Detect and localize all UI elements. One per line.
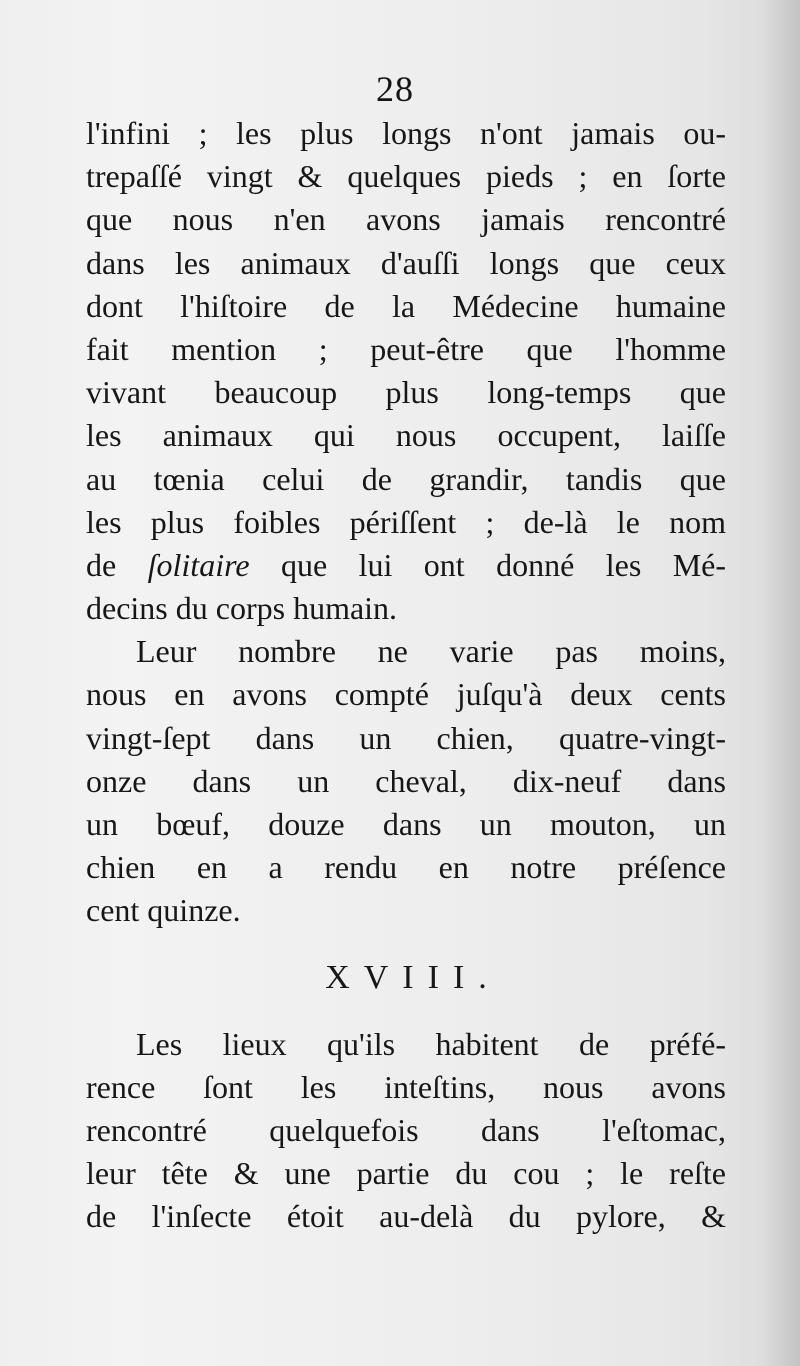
text-line: dont l'hiſtoire de la Médecine humaine bbox=[86, 287, 726, 324]
text-line: cent quinze. bbox=[86, 892, 241, 929]
text-line: de l'inſecte étoit au-delà du pylore, & bbox=[86, 1198, 726, 1235]
text-line: rence ſont les inteſtins, nous avons bbox=[86, 1068, 726, 1105]
text-block bbox=[86, 112, 726, 1239]
text-line: vivant beaucoup plus long-temps que bbox=[86, 374, 726, 411]
text-line: fait mention ; peut-être que l'homme bbox=[86, 330, 726, 367]
text-line: Les lieux qu'ils habitent de préfé- bbox=[136, 1025, 726, 1062]
italic-term: ſolitaire bbox=[147, 546, 250, 583]
text-line: onze dans un cheval, dix-neuf dans bbox=[86, 762, 726, 799]
text-line: vingt-ſept dans un chien, quatre-vingt- bbox=[86, 719, 726, 756]
text-line: les plus foibles périſſent ; de-là le nom bbox=[86, 503, 726, 540]
text-line: trepaſſé vingt & quelques pieds ; en ſorte bbox=[86, 158, 726, 195]
text-line-with-italic bbox=[86, 544, 726, 587]
text-line: que nous n'en avons jamais rencontré bbox=[86, 201, 726, 238]
page-number: 28 bbox=[376, 69, 414, 109]
text-line: les animaux qui nous occupent, laiſſe bbox=[86, 417, 726, 454]
text-line: rencontré quelquefois dans l'eſtomac, bbox=[86, 1111, 726, 1148]
spine-shadow bbox=[760, 0, 800, 1366]
text-line: dans les animaux d'auſſi longs que ceux bbox=[86, 244, 726, 281]
text-line: decins du corps humain. bbox=[86, 590, 398, 627]
text-fragment: que lui ont donné les Mé- bbox=[249, 546, 727, 583]
text-line: Leur nombre ne varie pas moins, bbox=[136, 633, 726, 670]
text-line: nous en avons compté juſqu'à deux cents bbox=[86, 676, 726, 713]
text-line: leur tête & une partie du cou ; le reſte bbox=[86, 1155, 726, 1192]
text-line: au tœnia celui de grandir, tandis que bbox=[86, 460, 726, 497]
text-line: l'infini ; les plus longs n'ont jamais ou- bbox=[86, 115, 726, 151]
section-heading: XVIII. bbox=[325, 958, 501, 996]
text-line: un bœuf, douze dans un mouton, un bbox=[86, 806, 726, 842]
text-line: chien en a rendu en notre préſence bbox=[86, 849, 726, 886]
text-fragment: de bbox=[86, 546, 148, 583]
